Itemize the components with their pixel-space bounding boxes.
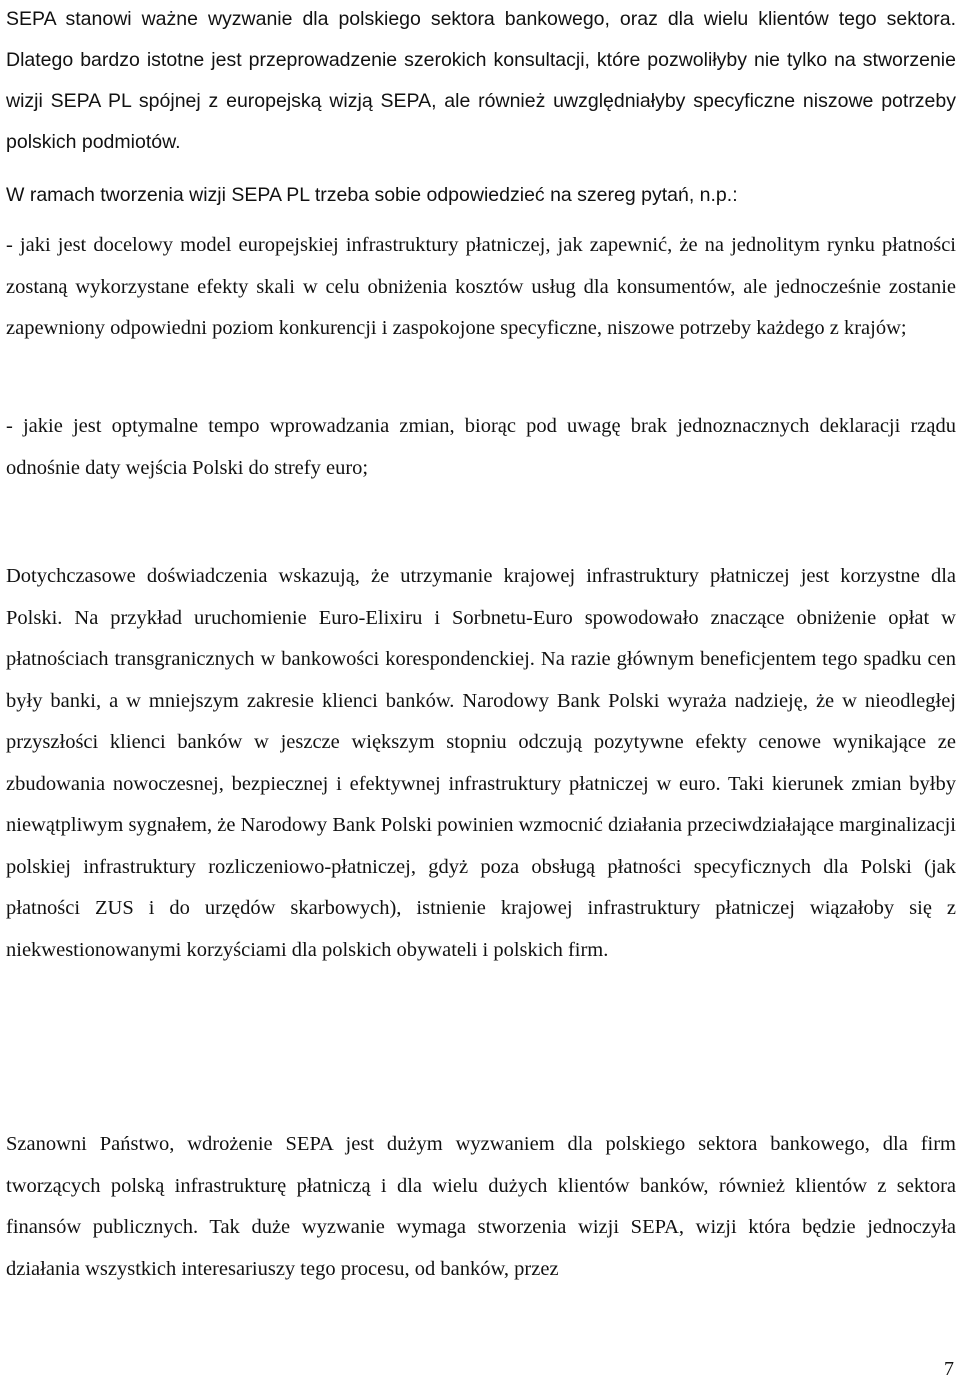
paragraph-closing: Szanowni Państwo, wdrożenie SEPA jest dużym wyzwaniem dla polskiego sektora bankowego, dla firm tworzących polską infrastrukturę płatniczą i dla wielu dużych klientów banków, również klientów z sektora finansów publicznych. Tak duże wyzwanie wymaga stworzenia wizji SEPA, wizji która będzie jednoczyła działania wszystkich interesariuszy tego procesu, od banków, przez xyxy=(6,1133,956,1280)
list-item-optimal-pace: - jakie jest optymalne tempo wprowadzania zmian, biorąc pod uwagę brak jednoznacznych deklaracji rządu odnośnie daty wejścia Polski do strefy euro; xyxy=(6,415,956,479)
paragraph-questions-intro: W ramach tworzenia wizji SEPA PL trzeba sobie odpowiedzieć na szereg pytań, n.p.: xyxy=(6,184,738,206)
paragraph-sepa-challenge: SEPA stanowi ważne wyzwanie dla polskiego sektora bankowego, oraz dla wielu klientów tego sektora. Dlatego bardzo istotne jest przeprowadzenie szerokich konsultacji, które pozwoliłyby nie tylko na stworzenie wizji SEPA PL spójnej z europejską wizją SEPA, ale również uwzględniałyby specyficzne niszowe potrzeby polskich podmiotów. xyxy=(6,8,956,153)
paragraph-experience: Dotychczasowe doświadczenia wskazują, że utrzymanie krajowej infrastruktury płatniczej jest korzystne dla Polski. Na przykład uruchomienie Euro-Elixiru i Sorbnetu-Euro spowodowało znaczące obniżenie opłat w płatnościach transgranicznych w bankowości korespondenckiej. Na razie głównym beneficjentem tego spadku cen były banki, a w mniejszym zakresie klienci banków. Narodowy Bank Polski wyraża nadzieję, że w nieodległej przyszłości klienci banków w jeszcze większym stopniu odczują pozytywne efekty cenowe wynikające ze zbudowania nowoczesnej, bezpiecznej i efektywnej infrastruktury płatniczej w euro. Taki kierunek zmian byłby niewątpliwym sygnałem, że Narodowy Bank Polski powinien wzmocnić działania przeciwdziałające marginalizacji polskiej infrastruktury rozliczeniowo-płatniczej, gdyż poza obsługą płatności specyficznych dla Polski (jak płatności ZUS i do urzędów skarbowych), istnienie krajowej infrastruktury płatniczej wiązałoby się z niekwestionowanymi korzyściami dla polskich obywateli i polskich firm. xyxy=(6,565,956,961)
list-item-infrastructure-model: - jaki jest docelowy model europejskiej infrastruktury płatniczej, jak zapewnić, że na jednolitym rynku płatności zostaną wykorzystane efekty skali w celu obniżenia kosztów usług dla konsumentów, ale jednocześnie zostanie zapewniony odpowiedni poziom konkurencji i zaspokojone specyficzne, niszowe potrzeby każdego z krajów; xyxy=(6,234,956,339)
page-number: 7 xyxy=(944,1358,954,1380)
